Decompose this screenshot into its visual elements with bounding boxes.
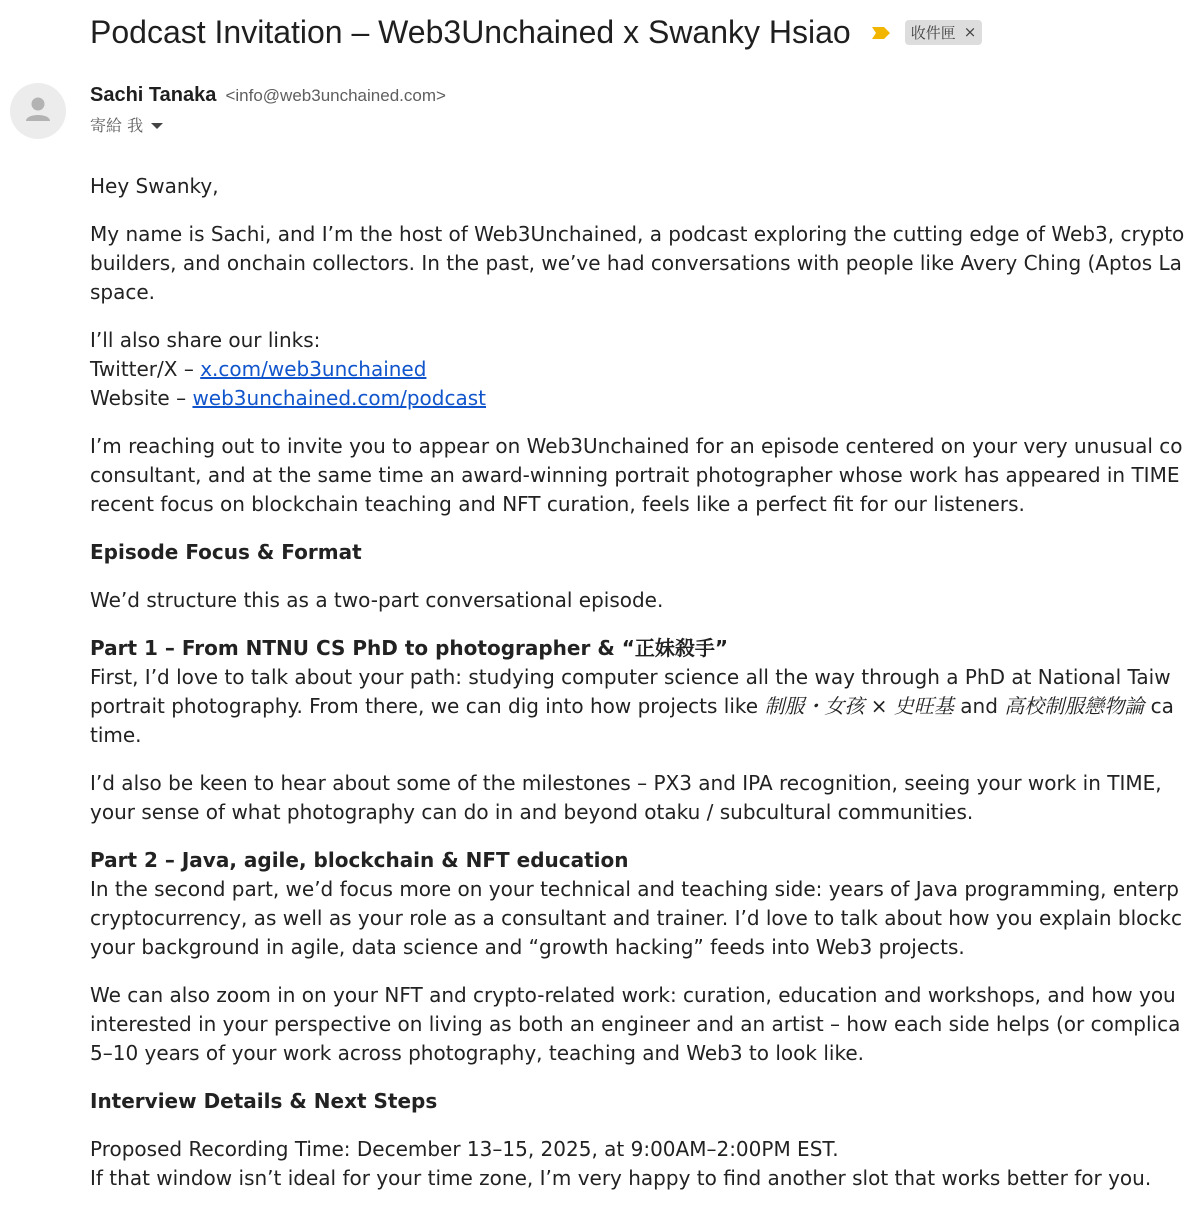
focus-heading-text: Episode Focus & Format — [90, 540, 362, 564]
inbox-label-chip — [905, 20, 983, 45]
part2-paragraph — [90, 846, 1190, 962]
intro-line: My name is Sachi, and I’m the host of Web3Unchained, a podcast exploring the cutting edge of Web3, crypto — [90, 222, 1185, 246]
part1-line: time. — [90, 723, 142, 747]
important-marker-icon[interactable] — [871, 23, 891, 43]
twitter-line — [90, 355, 1190, 384]
part2-line: cryptocurrency, as well as your role as a consultant and trainer. I’d love to talk about how you explain blockc — [90, 906, 1182, 930]
part2-line: In the second part, we’d focus more on your technical and teaching side: years of Java programming, enterp — [90, 877, 1179, 901]
invite-line: recent focus on blockchain teaching and NFT curation, feels like a perfect fit for our listeners. — [90, 492, 1025, 516]
nft-paragraph — [90, 981, 1190, 1068]
recipient-label: 寄給 我 — [90, 116, 144, 135]
email-subject: Podcast Invitation – Web3Unchained x Swanky Hsiao — [90, 14, 851, 50]
focus-heading — [90, 538, 1190, 567]
close-icon[interactable]: × — [963, 23, 977, 41]
twitter-link[interactable]: x.com/web3unchained — [200, 357, 427, 381]
milestones-line: your sense of what photography can do in and beyond otaku / subcultural communities. — [90, 800, 974, 824]
subject-row — [90, 12, 982, 52]
avatar-person-icon — [10, 83, 66, 139]
email-body — [90, 172, 1190, 1212]
chevron-down-icon[interactable] — [151, 123, 163, 129]
part2-line: your background in agile, data science and “growth hacking” feeds into Web3 projects. — [90, 935, 965, 959]
inbox-label: 收件匣 — [910, 23, 956, 42]
website-link[interactable]: web3unchained.com/podcast — [192, 386, 486, 410]
nft-line: 5–10 years of your work across photography, teaching and Web3 to look like. — [90, 1041, 864, 1065]
part1-heading: Part 1 – From NTNU CS PhD to photographer & “正妹殺手” — [90, 636, 729, 660]
part1-paragraph — [90, 634, 1190, 750]
details-heading — [90, 1087, 1190, 1116]
recipient-line — [90, 113, 163, 136]
structure-paragraph: We’d structure this as a two-part conversational episode. — [90, 588, 664, 612]
twitter-prefix: Twitter/X – — [90, 357, 201, 381]
intro-paragraph — [90, 220, 1190, 307]
part1-line: First, I’d love to talk about your path: studying computer science all the way through a PhD at National Taiw — [90, 665, 1171, 689]
website-prefix: Website – — [90, 386, 193, 410]
intro-line: builders, and onchain collectors. In the past, we’ve had conversations with people like Avery Ching (Aptos La — [90, 251, 1182, 275]
details-paragraph — [90, 1135, 1190, 1193]
nft-line: interested in your perspective on living as both an engineer and an artist – how each side helps (or complica — [90, 1012, 1181, 1036]
sender-line — [90, 84, 446, 107]
links-intro: I’ll also share our links: — [90, 328, 321, 352]
part1-text: ca — [1144, 694, 1174, 718]
part1-line — [90, 692, 1190, 721]
details-heading-text: Interview Details & Next Steps — [90, 1089, 438, 1113]
project-title: 高校制服戀物論 — [1004, 694, 1145, 718]
invite-line: I’m reaching out to invite you to appear on Web3Unchained for an episode centered on your very unusual co — [90, 434, 1183, 458]
invite-paragraph — [90, 432, 1190, 519]
intro-line: space. — [90, 280, 156, 304]
website-line — [90, 384, 1190, 413]
part1-text: portrait photography. From there, we can dig into how projects like — [90, 694, 765, 718]
sender-name: Sachi Tanaka — [90, 84, 217, 106]
part1-text: and — [953, 694, 1005, 718]
nft-line: We can also zoom in on your NFT and crypto-related work: curation, education and workshops, and how you — [90, 983, 1176, 1007]
milestones-paragraph — [90, 769, 1190, 827]
links-paragraph — [90, 326, 1190, 413]
greeting: Hey Swanky, — [90, 174, 219, 198]
details-line: If that window isn’t ideal for your time zone, I’m very happy to find another slot that works better for you. — [90, 1166, 1152, 1190]
sender-email: <info@web3unchained.com> — [225, 86, 446, 105]
details-line: Proposed Recording Time: December 13–15, 2025, at 9:00AM–2:00PM EST. — [90, 1137, 839, 1161]
milestones-line: I’d also be keen to hear about some of the milestones – PX3 and IPA recognition, seeing your work in TIME, — [90, 771, 1162, 795]
invite-line: consultant, and at the same time an award-winning portrait photographer whose work has appeared in TIME — [90, 463, 1180, 487]
project-title: 制服・女孩 × 史旺基 — [764, 694, 954, 718]
avatar[interactable] — [10, 83, 66, 139]
part2-heading: Part 2 – Java, agile, blockchain & NFT education — [90, 848, 629, 872]
